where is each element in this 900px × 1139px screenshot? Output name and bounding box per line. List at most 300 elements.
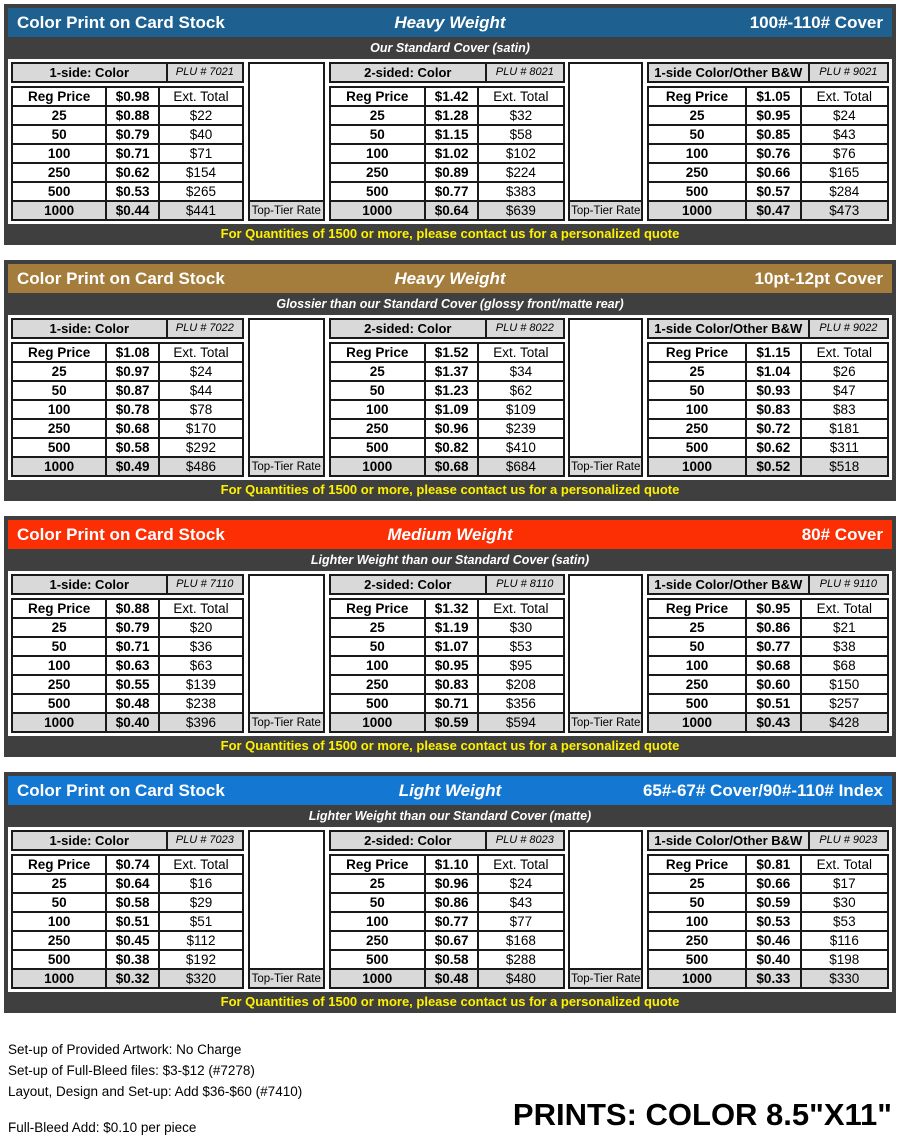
ext-total-cell: $20 — [159, 618, 243, 637]
ext-total-cell: $83 — [801, 400, 888, 419]
price-cell: $1.19 — [425, 618, 478, 637]
ext-total-cell: $311 — [801, 438, 888, 457]
table-header — [329, 830, 565, 851]
qty-cell: Reg Price — [648, 599, 746, 618]
ext-total-cell: $40 — [159, 125, 243, 144]
price-cell: $0.66 — [746, 163, 801, 182]
table-header — [329, 62, 565, 83]
section-title: Color Print on Card Stock — [17, 268, 225, 288]
pricing-section-4 — [4, 772, 896, 1013]
quote-banner: For Quantities of 1500 or more, please contact us for a personalized quote — [220, 226, 680, 241]
ext-total-cell: $410 — [478, 438, 563, 457]
price-table — [11, 574, 244, 733]
ext-total-cell: $320 — [159, 969, 243, 988]
price-cell: $0.77 — [425, 912, 478, 931]
price-cell: $0.98 — [106, 87, 159, 106]
price-table — [11, 318, 244, 477]
price-cell: $0.62 — [106, 163, 159, 182]
qty-cell: 50 — [330, 125, 426, 144]
price-cell: $0.51 — [106, 912, 159, 931]
price-cell: $0.93 — [746, 381, 801, 400]
ext-total-cell: $102 — [478, 144, 563, 163]
section-title-bar — [8, 8, 892, 37]
qty-cell: 250 — [12, 163, 106, 182]
ext-total-cell: $32 — [478, 106, 563, 125]
price-cell: $0.71 — [106, 637, 159, 656]
price-cell: $0.58 — [425, 950, 478, 969]
price-cell: $0.49 — [106, 457, 159, 476]
price-cell: $0.96 — [425, 419, 478, 438]
price-cell: $0.71 — [106, 144, 159, 163]
qty-cell: Reg Price — [330, 855, 426, 874]
section-weight: Light Weight — [398, 780, 502, 800]
ext-total-cell: $356 — [478, 694, 563, 713]
plu-number: PLU # 7023 — [175, 834, 234, 846]
ext-total-cell: $24 — [478, 874, 563, 893]
price-cell: $0.97 — [106, 362, 159, 381]
section-title-bar — [8, 520, 892, 549]
qty-cell: 100 — [648, 400, 746, 419]
price-cell: $1.37 — [425, 362, 478, 381]
plu-number: PLU # 7021 — [175, 66, 234, 78]
section-cover-type: 10pt-12pt Cover — [754, 268, 883, 288]
tables-row — [8, 571, 892, 736]
price-cell: $0.79 — [106, 618, 159, 637]
ext-total-cell: Ext. Total — [159, 855, 243, 874]
qty-cell: 1000 — [12, 457, 106, 476]
ext-total-cell: Ext. Total — [801, 87, 888, 106]
ext-total-cell: Ext. Total — [478, 343, 563, 362]
price-table — [647, 62, 889, 221]
section-title-bar — [8, 776, 892, 805]
price-cell: $0.57 — [746, 182, 801, 201]
qty-cell: 250 — [330, 163, 426, 182]
ext-total-cell: $518 — [801, 457, 888, 476]
qty-cell: 500 — [330, 950, 426, 969]
qty-cell: 25 — [12, 362, 106, 381]
price-cell: $0.58 — [106, 893, 159, 912]
price-cell: $1.23 — [425, 381, 478, 400]
ext-total-cell: $112 — [159, 931, 243, 950]
qty-cell: 250 — [648, 675, 746, 694]
section-weight: Heavy Weight — [394, 268, 506, 288]
table-type-label: 1-side: Color — [13, 832, 168, 849]
ext-total-cell: $428 — [801, 713, 888, 732]
price-grid — [329, 854, 565, 989]
price-cell: $0.63 — [106, 656, 159, 675]
top-tier-label: Top-Tier Rate — [570, 200, 641, 219]
qty-cell: 50 — [330, 893, 426, 912]
section-cover-type: 100#-110# Cover — [749, 12, 883, 32]
qty-cell: 1000 — [330, 457, 426, 476]
table-type-label: 1-side: Color — [13, 320, 168, 337]
plu-number: PLU # 8021 — [495, 66, 554, 78]
table-type-label: 1-side Color/Other B&W — [649, 320, 810, 337]
ext-total-cell: $473 — [801, 201, 888, 220]
table-type-label: 2-sided: Color — [331, 320, 488, 337]
ext-total-cell: Ext. Total — [159, 343, 243, 362]
qty-cell: Reg Price — [330, 343, 426, 362]
price-cell: $0.38 — [106, 950, 159, 969]
qty-cell: 25 — [330, 874, 426, 893]
setup-note: Set-up of Provided Artwork: No Charge — [8, 1042, 242, 1057]
qty-cell: 100 — [648, 912, 746, 931]
plu-number: PLU # 8022 — [495, 322, 554, 334]
price-cell: $0.95 — [746, 106, 801, 125]
ext-total-cell: $192 — [159, 950, 243, 969]
price-cell: $0.71 — [425, 694, 478, 713]
price-cell: $0.52 — [746, 457, 801, 476]
qty-cell: 500 — [648, 694, 746, 713]
ext-total-cell: $639 — [478, 201, 563, 220]
ext-total-cell: $78 — [159, 400, 243, 419]
price-cell: $0.33 — [746, 969, 801, 988]
qty-cell: 100 — [12, 656, 106, 675]
price-cell: $0.86 — [746, 618, 801, 637]
qty-cell: 100 — [12, 144, 106, 163]
ext-total-cell: $62 — [478, 381, 563, 400]
top-tier-label: Top-Tier Rate — [570, 968, 641, 987]
ext-total-cell: $330 — [801, 969, 888, 988]
qty-cell: 25 — [330, 362, 426, 381]
price-cell: $0.89 — [425, 163, 478, 182]
table-type-label: 1-side: Color — [13, 64, 168, 81]
ext-total-cell: $22 — [159, 106, 243, 125]
price-cell: $0.95 — [425, 656, 478, 675]
qty-cell: 25 — [12, 106, 106, 125]
qty-cell: Reg Price — [12, 87, 106, 106]
qty-cell: Reg Price — [648, 87, 746, 106]
price-cell: $1.05 — [746, 87, 801, 106]
table-header — [647, 62, 889, 83]
table-type-label: 2-sided: Color — [331, 832, 488, 849]
section-title-bar — [8, 264, 892, 293]
qty-cell: 500 — [12, 438, 106, 457]
table-type-label: 2-sided: Color — [331, 576, 488, 593]
qty-cell: Reg Price — [12, 855, 106, 874]
qty-cell: 100 — [648, 144, 746, 163]
spacer-column — [248, 574, 325, 733]
price-cell: $0.83 — [425, 675, 478, 694]
qty-cell: 500 — [648, 182, 746, 201]
qty-cell: 50 — [330, 381, 426, 400]
ext-total-cell: $224 — [478, 163, 563, 182]
price-cell: $0.48 — [106, 694, 159, 713]
plu-number: PLU # 9021 — [819, 66, 878, 78]
ext-total-cell: Ext. Total — [478, 855, 563, 874]
price-cell: $0.53 — [746, 912, 801, 931]
ext-total-cell: $239 — [478, 419, 563, 438]
price-cell: $0.79 — [106, 125, 159, 144]
ext-total-cell: $181 — [801, 419, 888, 438]
spacer-column — [568, 574, 643, 733]
tables-row — [8, 315, 892, 480]
table-header — [329, 318, 565, 339]
price-cell: $1.28 — [425, 106, 478, 125]
ext-total-cell: $47 — [801, 381, 888, 400]
ext-total-cell: $165 — [801, 163, 888, 182]
ext-total-cell: Ext. Total — [159, 599, 243, 618]
price-table — [647, 574, 889, 733]
qty-cell: 100 — [330, 912, 426, 931]
ext-total-cell: $53 — [801, 912, 888, 931]
qty-cell: 25 — [648, 362, 746, 381]
qty-cell: 500 — [12, 950, 106, 969]
plu-number: PLU # 9023 — [819, 834, 878, 846]
spacer-column — [568, 62, 643, 221]
price-cell: $0.81 — [746, 855, 801, 874]
ext-total-cell: $58 — [478, 125, 563, 144]
qty-cell: 500 — [330, 438, 426, 457]
price-cell: $0.74 — [106, 855, 159, 874]
section-title: Color Print on Card Stock — [17, 524, 225, 544]
price-cell: $0.47 — [746, 201, 801, 220]
price-cell: $1.32 — [425, 599, 478, 618]
ext-total-cell: $116 — [801, 931, 888, 950]
ext-total-cell: $77 — [478, 912, 563, 931]
qty-cell: 500 — [648, 438, 746, 457]
quote-banner: For Quantities of 1500 or more, please contact us for a personalized quote — [220, 994, 680, 1009]
plu-number: PLU # 7110 — [176, 578, 234, 590]
table-header — [11, 830, 244, 851]
top-tier-label: Top-Tier Rate — [250, 200, 323, 219]
price-cell: $0.40 — [106, 713, 159, 732]
ext-total-cell: $486 — [159, 457, 243, 476]
plu-number: PLU # 9022 — [819, 322, 878, 334]
qty-cell: 50 — [330, 637, 426, 656]
price-grid — [11, 342, 244, 477]
price-cell: $0.82 — [425, 438, 478, 457]
price-cell: $0.68 — [425, 457, 478, 476]
qty-cell: 100 — [648, 656, 746, 675]
price-cell: $1.07 — [425, 637, 478, 656]
price-cell: $0.86 — [425, 893, 478, 912]
ext-total-cell: $43 — [801, 125, 888, 144]
price-cell: $1.15 — [746, 343, 801, 362]
price-table — [647, 318, 889, 477]
price-cell: $0.83 — [746, 400, 801, 419]
section-title: Color Print on Card Stock — [17, 12, 225, 32]
qty-cell: Reg Price — [648, 343, 746, 362]
price-grid — [329, 86, 565, 221]
qty-cell: 250 — [12, 931, 106, 950]
price-cell: $0.88 — [106, 106, 159, 125]
qty-cell: 250 — [648, 931, 746, 950]
price-cell: $0.66 — [746, 874, 801, 893]
ext-total-cell: $43 — [478, 893, 563, 912]
qty-cell: 250 — [330, 419, 426, 438]
price-table — [647, 830, 889, 989]
price-cell: $1.10 — [425, 855, 478, 874]
ext-total-cell: $24 — [801, 106, 888, 125]
ext-total-cell: $594 — [478, 713, 563, 732]
ext-total-cell: $257 — [801, 694, 888, 713]
ext-total-cell: $95 — [478, 656, 563, 675]
plu-number: PLU # 8110 — [496, 578, 554, 590]
qty-cell: 25 — [12, 874, 106, 893]
ext-total-cell: $238 — [159, 694, 243, 713]
qty-cell: 50 — [648, 893, 746, 912]
price-table — [329, 318, 565, 477]
price-cell: $0.95 — [746, 599, 801, 618]
table-header — [329, 574, 565, 595]
spacer-column — [248, 830, 325, 989]
price-grid — [11, 598, 244, 733]
ext-total-cell: $288 — [478, 950, 563, 969]
price-grid — [329, 342, 565, 477]
qty-cell: 25 — [12, 618, 106, 637]
price-table — [329, 62, 565, 221]
price-cell: $0.32 — [106, 969, 159, 988]
price-cell: $0.77 — [425, 182, 478, 201]
table-header — [11, 318, 244, 339]
price-cell: $0.55 — [106, 675, 159, 694]
price-cell: $0.68 — [106, 419, 159, 438]
qty-cell: 500 — [12, 182, 106, 201]
qty-cell: 1000 — [330, 969, 426, 988]
price-grid — [647, 598, 889, 733]
section-subtitle: Lighter Weight than our Standard Cover (matte) — [308, 809, 592, 823]
quote-banner: For Quantities of 1500 or more, please contact us for a personalized quote — [220, 482, 680, 497]
ext-total-cell: $168 — [478, 931, 563, 950]
ext-total-cell: $53 — [478, 637, 563, 656]
ext-total-cell: $29 — [159, 893, 243, 912]
price-cell: $0.62 — [746, 438, 801, 457]
ext-total-cell: $24 — [159, 362, 243, 381]
section-title: Color Print on Card Stock — [17, 780, 225, 800]
tables-row — [8, 827, 892, 992]
price-cell: $0.76 — [746, 144, 801, 163]
top-tier-label: Top-Tier Rate — [250, 456, 323, 475]
price-cell: $1.09 — [425, 400, 478, 419]
spacer-column — [568, 318, 643, 477]
price-cell: $0.64 — [425, 201, 478, 220]
price-cell: $0.88 — [106, 599, 159, 618]
section-subtitle: Our Standard Cover (satin) — [370, 41, 530, 55]
price-cell: $0.67 — [425, 931, 478, 950]
qty-cell: 50 — [648, 125, 746, 144]
section-weight: Medium Weight — [387, 524, 513, 544]
qty-cell: 1000 — [330, 713, 426, 732]
spacer-column — [248, 318, 325, 477]
qty-cell: Reg Price — [330, 599, 426, 618]
qty-cell: 100 — [330, 144, 426, 163]
price-cell: $0.53 — [106, 182, 159, 201]
qty-cell: 1000 — [648, 969, 746, 988]
ext-total-cell: $76 — [801, 144, 888, 163]
qty-cell: 250 — [648, 163, 746, 182]
qty-cell: 250 — [648, 419, 746, 438]
section-subtitle: Lighter Weight than our Standard Cover (satin) — [310, 553, 590, 567]
table-type-label: 1-side Color/Other B&W — [649, 832, 810, 849]
top-tier-label: Top-Tier Rate — [250, 968, 323, 987]
price-cell: $1.02 — [425, 144, 478, 163]
plu-number: PLU # 9110 — [819, 578, 877, 590]
ext-total-cell: $154 — [159, 163, 243, 182]
qty-cell: 50 — [12, 637, 106, 656]
qty-cell: 100 — [12, 912, 106, 931]
spacer-column — [568, 830, 643, 989]
price-cell: $0.68 — [746, 656, 801, 675]
price-table — [329, 830, 565, 989]
price-table — [329, 574, 565, 733]
price-cell: $0.44 — [106, 201, 159, 220]
qty-cell: 250 — [12, 675, 106, 694]
qty-cell: 25 — [648, 874, 746, 893]
table-header — [647, 574, 889, 595]
ext-total-cell: $139 — [159, 675, 243, 694]
top-tier-label: Top-Tier Rate — [570, 712, 641, 731]
qty-cell: 50 — [12, 893, 106, 912]
ext-total-cell: $441 — [159, 201, 243, 220]
ext-total-cell: $480 — [478, 969, 563, 988]
ext-total-cell: $292 — [159, 438, 243, 457]
ext-total-cell: Ext. Total — [478, 87, 563, 106]
pricing-section-1 — [4, 4, 896, 245]
ext-total-cell: Ext. Total — [478, 599, 563, 618]
price-grid — [647, 854, 889, 989]
ext-total-cell: $36 — [159, 637, 243, 656]
price-cell: $0.48 — [425, 969, 478, 988]
table-header — [11, 62, 244, 83]
price-cell: $0.64 — [106, 874, 159, 893]
ext-total-cell: $51 — [159, 912, 243, 931]
page-title: PRINTS: COLOR 8.5"X11" — [512, 1097, 892, 1132]
ext-total-cell: $34 — [478, 362, 563, 381]
ext-total-cell: $265 — [159, 182, 243, 201]
ext-total-cell: $684 — [478, 457, 563, 476]
price-grid — [11, 854, 244, 989]
qty-cell: 25 — [648, 618, 746, 637]
spacer-column — [248, 62, 325, 221]
ext-total-cell: $71 — [159, 144, 243, 163]
price-cell: $0.59 — [746, 893, 801, 912]
ext-total-cell: $208 — [478, 675, 563, 694]
ext-total-cell: $30 — [478, 618, 563, 637]
ext-total-cell: $68 — [801, 656, 888, 675]
section-cover-type: 65#-67# Cover/90#-110# Index — [642, 780, 883, 800]
top-tier-label: Top-Tier Rate — [250, 712, 323, 731]
price-grid — [647, 342, 889, 477]
ext-total-cell: Ext. Total — [801, 855, 888, 874]
qty-cell: 50 — [12, 381, 106, 400]
setup-note: Layout, Design and Set-up: Add $36-$60 (#7410) — [8, 1084, 303, 1099]
table-type-label: 1-side Color/Other B&W — [649, 576, 810, 593]
full-bleed-note: Full-Bleed Add: $0.10 per piece — [8, 1120, 197, 1135]
price-cell: $0.77 — [746, 637, 801, 656]
qty-cell: 250 — [330, 931, 426, 950]
price-cell: $1.15 — [425, 125, 478, 144]
qty-cell: Reg Price — [12, 599, 106, 618]
table-header — [11, 574, 244, 595]
ext-total-cell: Ext. Total — [159, 87, 243, 106]
section-weight: Heavy Weight — [394, 12, 506, 32]
table-header — [647, 318, 889, 339]
price-cell: $0.43 — [746, 713, 801, 732]
price-cell: $0.40 — [746, 950, 801, 969]
price-table — [11, 62, 244, 221]
ext-total-cell: $396 — [159, 713, 243, 732]
plu-number: PLU # 8023 — [495, 834, 554, 846]
price-cell: $0.96 — [425, 874, 478, 893]
ext-total-cell: $284 — [801, 182, 888, 201]
qty-cell: 100 — [330, 400, 426, 419]
table-type-label: 1-side: Color — [13, 576, 168, 593]
ext-total-cell: $383 — [478, 182, 563, 201]
qty-cell: 1000 — [648, 201, 746, 220]
qty-cell: Reg Price — [330, 87, 426, 106]
price-grid — [11, 86, 244, 221]
